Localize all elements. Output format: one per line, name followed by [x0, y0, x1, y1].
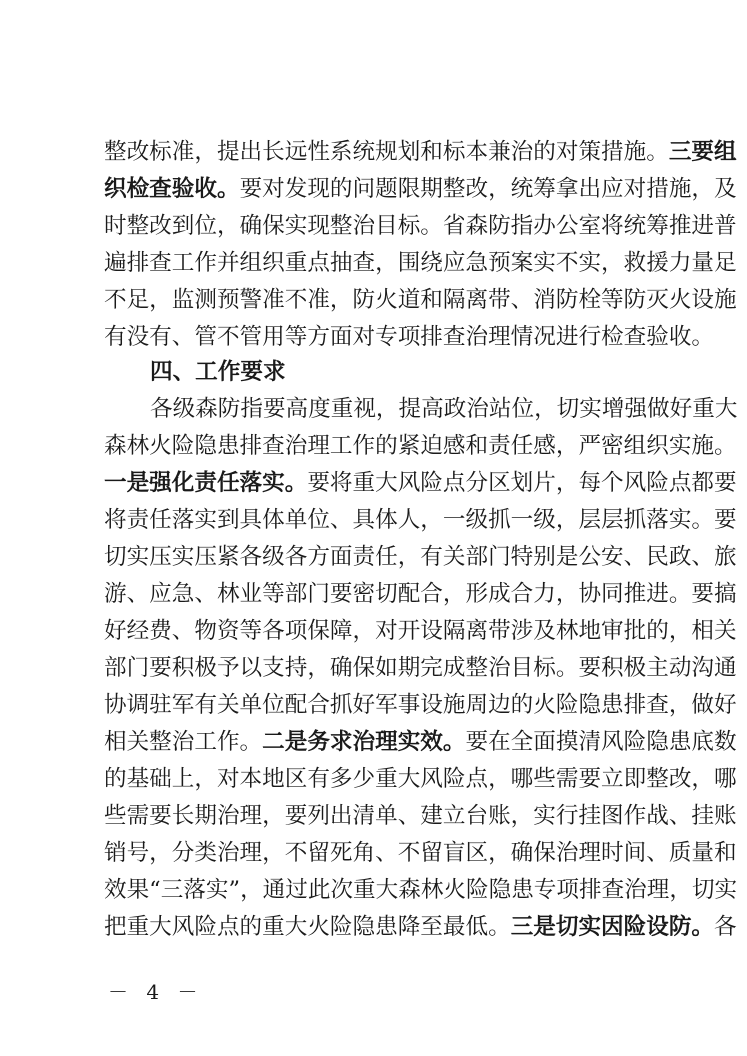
text-line-6 [104, 323, 715, 351]
emphasis-text: 织检查验收。 [104, 176, 240, 202]
body-text: 切实压实压紧各级各方面责任，有关部门特别是公安、民政、旅 [104, 544, 737, 570]
body-text: 部门要积极予以支持，确保如期完成整治目标。要积极主动沟通 [104, 655, 737, 681]
body-text: 遍排查工作并组织重点抽查，围绕应急预案实不实，救援力量足 [104, 250, 737, 276]
body-text: 的基础上，对本地区有多少重大风险点，哪些需要立即整改，哪 [104, 766, 737, 792]
text-line-20 [104, 839, 737, 867]
body-text: 协调驻军有关单位配合抓好军事设施周边的火险隐患排查，做好 [104, 692, 737, 718]
text-line-17 [104, 728, 737, 756]
text-line-22 [104, 913, 737, 941]
body-text: 些需要长期治理，要列出清单、建立台账，实行挂图作战、挂账 [104, 803, 737, 829]
body-text: 各级森防指要高度重视，提高政治站位，切实增强做好重大 [150, 396, 738, 422]
body-text: 游、应急、林业等部门要密切配合，形成合力，协同推进。要搞 [104, 581, 737, 607]
text-line-12 [104, 543, 737, 571]
text-line-9 [104, 432, 737, 460]
body-text: 销号，分类治理，不留死角、不留盲区，确保治理时间、质量和 [104, 840, 737, 866]
text-line-16 [104, 691, 737, 719]
text-line-3 [104, 212, 737, 240]
body-text: 将责任落实到具体单位、具体人，一级抓一级，层层抓落实。要 [104, 507, 737, 533]
body-text: 好经费、物资等各项保障，对开设隔离带涉及林地审批的，相关 [104, 618, 737, 644]
text-line-21 [104, 876, 738, 904]
text-line-10 [104, 469, 737, 497]
body-text: 要在全面摸清风险隐患底数 [465, 729, 737, 755]
body-text: 各 [714, 914, 737, 940]
text-line-13 [104, 580, 737, 608]
body-text: 有没有、管不管用等方面对专项排查治理情况进行检查验收。 [104, 324, 715, 350]
text-line-4 [104, 249, 737, 277]
text-line-19 [104, 802, 737, 830]
body-text: 相关整治工作。 [104, 729, 263, 755]
text-line-1 [104, 138, 737, 166]
body-text: 森林火险隐患排查治理工作的紧迫感和责任感，严密组织实施。 [104, 433, 737, 459]
text-line-14 [104, 617, 737, 645]
emphasis-text: 一是强化责任落实。 [104, 470, 308, 496]
body-text: 要将重大风险点分区划片，每个风险点都要 [307, 470, 737, 496]
text-line-11 [104, 506, 737, 534]
text-line-8 [150, 395, 738, 423]
emphasis-text: 三是切实因险设防。 [510, 914, 715, 940]
body-text: 不足，监测预警准不准，防火道和隔离带、消防栓等防灭火设施 [104, 287, 737, 313]
text-line-5 [104, 286, 737, 314]
text-line-2 [104, 175, 737, 203]
emphasis-text: 三要组 [668, 139, 737, 165]
page-number: － 4 － [108, 980, 204, 1004]
section-heading: 四、工作要求 [150, 359, 286, 385]
text-line-15 [104, 654, 737, 682]
body-text: 要对发现的问题限期整改，统筹拿出应对措施，及 [239, 176, 737, 202]
body-text: 整改标准，提出长远性系统规划和标本兼治的对策措施。 [104, 139, 669, 165]
body-text: 效果“三落实”，通过此次重大森林火险隐患专项排查治理，切实 [104, 877, 738, 903]
text-line-18 [104, 765, 737, 793]
body-text: 把重大风险点的重大火险隐患降至最低。 [104, 914, 511, 940]
emphasis-text: 二是务求治理实效。 [262, 729, 466, 755]
body-text: 时整改到位，确保实现整治目标。省森防指办公室将统筹推进普 [104, 213, 737, 239]
